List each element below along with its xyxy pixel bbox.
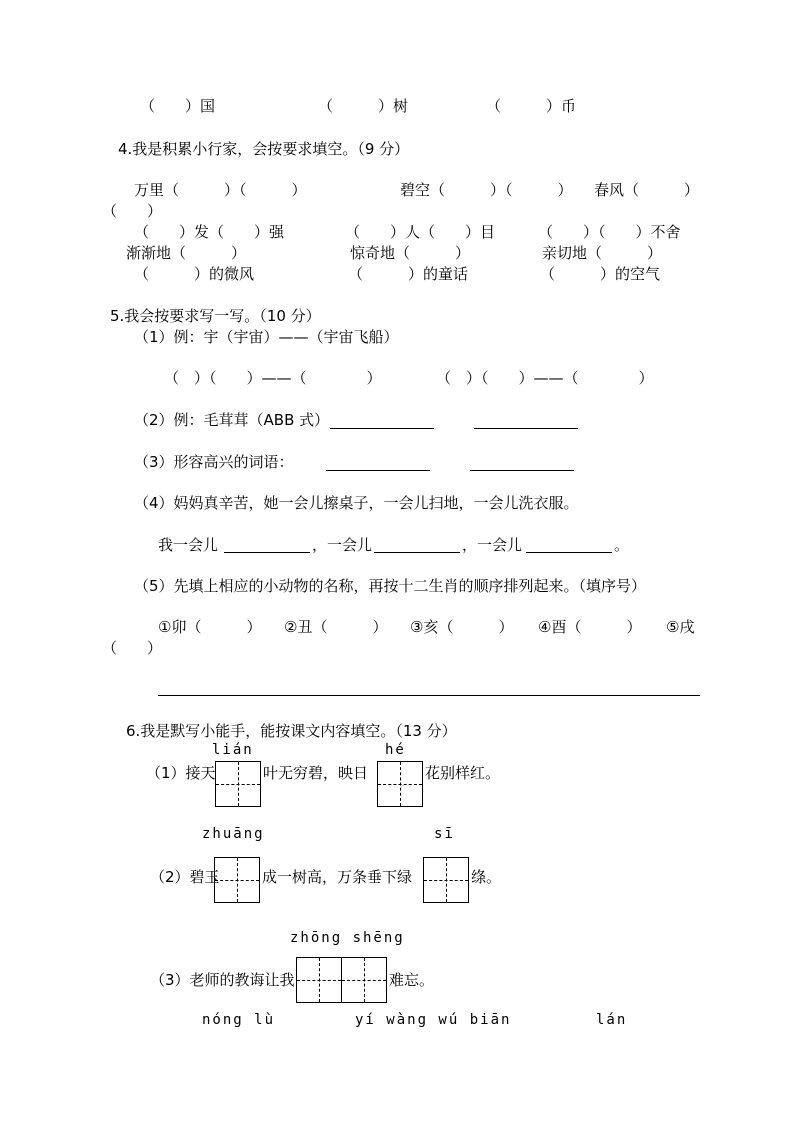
q5-s4-blank-3 [526,552,612,553]
fill-bi: （ ）币 [486,97,577,115]
q6-l2-c: 绦。 [471,868,502,886]
q4-weifeng: （ ）的微风 [134,265,255,283]
q5-s1-example: （1）例：宇（宇宙）——（宇宙飞船） [134,328,399,346]
q5-s2-blank-2 [474,428,578,429]
q5-s4: （4）妈妈真辛苦，她一会儿擦桌子，一会儿扫地，一会儿洗衣服。 [134,494,579,512]
q4-kongqi: （ ）的空气 [540,265,661,283]
q6-tianzige-sheng [341,957,387,1003]
q6-tianzige-si [423,857,469,903]
q5-s2: （2）例：毛茸茸（ABB 式） [134,411,330,429]
q5-s5-xu-cont: （ ） [102,639,163,657]
q6-tianzige-zhong [296,957,342,1003]
q5-s3-blank-1 [326,470,430,471]
q4-title: 4.我是积累小行家，会按要求填空。（9 分） [118,140,410,158]
q6-l2-b: 成一树高，万条垂下绿 [262,868,413,886]
q6-pinyin-si: sī [434,826,455,842]
q5-s5-mao: ①卯（ ） [158,618,262,636]
q4-qinqie: 亲切地（ ） [542,244,663,262]
q4-jingqi: 惊奇地（ ） [350,244,471,262]
q6-pinyin-lan: lán [596,1012,628,1028]
q5-s5-hai: ③亥（ ） [410,618,514,636]
q6-l3-a: （3）老师的教诲让我 [150,971,295,989]
q5-s4-b: ，一会儿 [312,536,373,554]
q5-s5-xu: ⑤戌 [666,618,695,636]
q6-pinyin-zhongsheng: zhōng shēng [290,930,405,946]
q5-s1-fill-a: （ ）（ ）——（ ） [164,369,382,387]
q6-pinyin-nonglu: nóng lù [202,1012,276,1028]
q6-l1-c: 花别样红。 [425,764,501,782]
q5-s1-fill-b: （ ）（ ）——（ ） [436,369,654,387]
q5-s5-answer-line [158,695,700,696]
q5-s4-end: 。 [614,536,630,554]
q4-wanli: 万里（ ）（ ） [134,181,307,199]
q5-s5: （5）先填上相应的小动物的名称，再按十二生肖的顺序排列起来。（填序号） [134,577,647,595]
q5-s4-c: ，一会儿 [462,536,523,554]
fill-shu: （ ）树 [318,97,409,115]
q6-l2-a: （2）碧玉 [150,868,220,886]
q4-ren-mu: （ ）人（ ）目 [345,223,496,241]
q4-bikong: 碧空（ ）（ ） [400,181,573,199]
q5-title: 5.我会按要求写一写。（10 分） [110,307,321,325]
q5-s2-blank-1 [330,428,434,429]
q6-pinyin-zhuang: zhuāng [202,826,265,842]
q4-bushe: （ ）（ ）不舍 [538,223,681,241]
q5-s5-chou: ②丑（ ） [284,618,388,636]
q4-tonghua: （ ）的童话 [348,265,469,283]
fill-guo: （ ）国 [140,97,216,115]
q6-tianzige-zhuang [214,857,260,903]
q4-chunfeng: 春风（ ） [594,181,700,199]
q6-l3-b: 难忘。 [389,971,435,989]
q6-pinyin-he: hé [385,742,406,758]
q6-pinyin-lian: lián [212,742,254,758]
q5-s4-blank-1 [224,552,310,553]
q6-tianzige-lian [215,761,261,807]
q6-pinyin-yiwangwubian: yí wàng wú biān [355,1012,512,1028]
q6-tianzige-he [377,761,423,807]
q6-l1-b: 叶无穷碧，映日 [263,764,369,782]
q5-s4-blank-2 [374,552,460,553]
q5-s3-blank-2 [470,470,574,471]
q6-l1-a: （1）接天 [146,764,216,782]
q4-jianjian: 渐渐地（ ） [126,244,247,262]
q4-fa-qiang: （ ）发（ ）强 [134,223,285,241]
q6-title: 6.我是默写小能手，能按课文内容填空。（13 分） [126,722,457,740]
q5-s5-you: ④酉（ ） [538,618,642,636]
q4-chunfeng-cont: （ ） [102,202,163,220]
q5-s3: （3）形容高兴的词语： [134,453,294,471]
q5-s4-a: 我一会儿 [158,536,219,554]
